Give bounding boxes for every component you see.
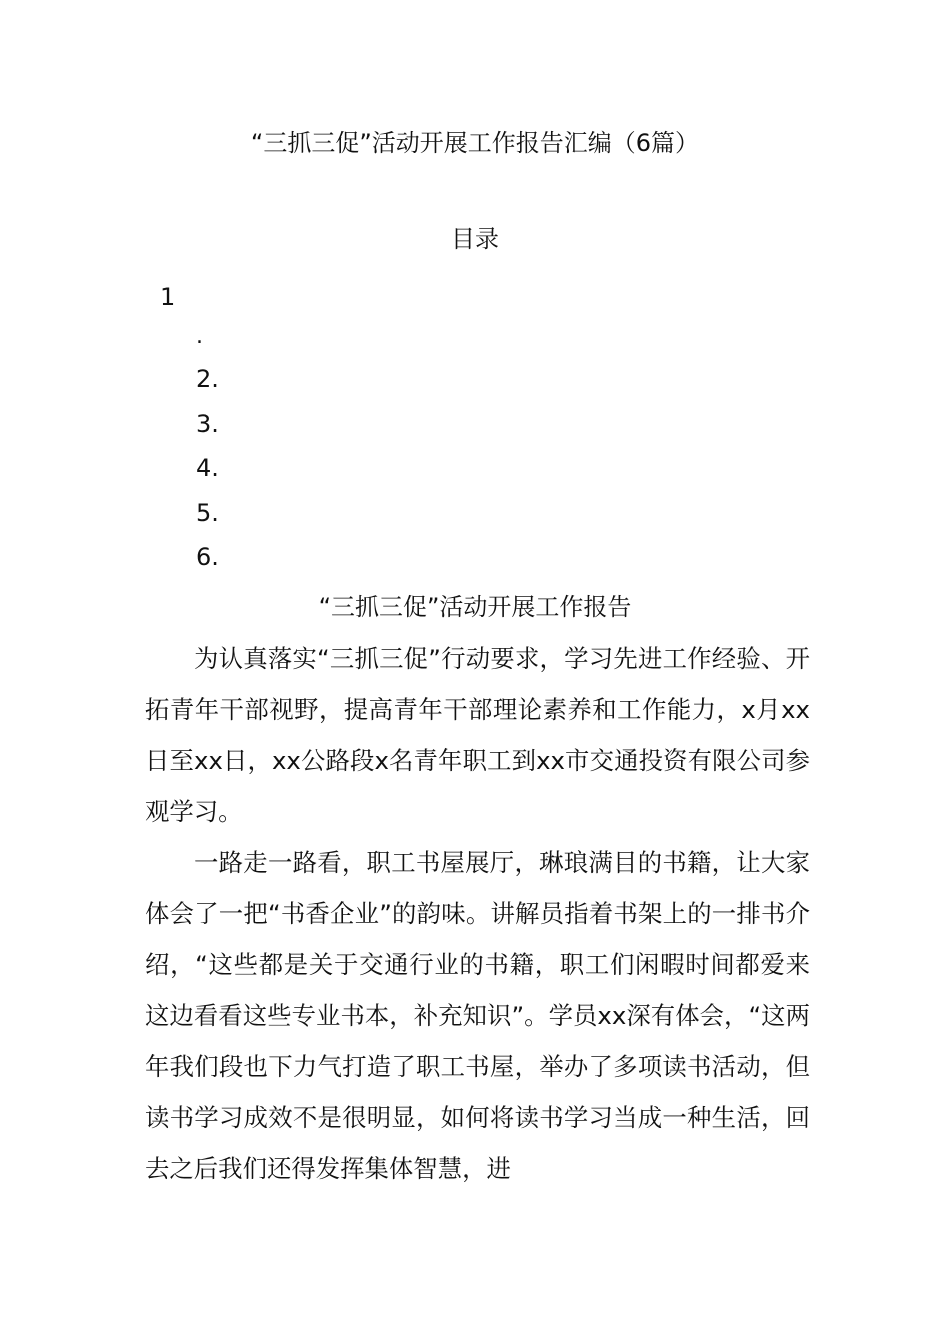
toc-item-4: 4.	[196, 454, 219, 482]
toc-item-1-number: 1	[160, 283, 176, 311]
toc-item-2: 2.	[196, 365, 219, 393]
toc-item-6: 6.	[196, 543, 219, 571]
toc-item-5: 5.	[196, 499, 219, 527]
body-paragraph-2: 一路走一路看，职工书屋展厅，琳琅满目的书籍，让大家体会了一把“书香企业”的韵味。讲解员指着书架上的一排书介绍，“这些都是关于交通行业的书籍，职工们闲暇时间都爱来这边看看这些专业书本，补充知识”。学员xx深有体会，“这两年我们段也下力气打造了职工书屋，举办了多项读书活动，但读书学习成效不是很明显，如何将读书学习当成一种生活，回去之后我们还得发挥集体智慧，进	[145, 848, 810, 1183]
body-paragraph-1: 为认真落实“三抓三促”行动要求，学习先进工作经验、开拓青年干部视野，提高青年干部理论素养和工作能力，x月xx日至xx日，xx公路段x名青年职工到xx市交通投资有限公司参观学习。	[145, 644, 810, 826]
toc-item-3: 3.	[196, 410, 219, 438]
section-title: “三抓三促”活动开展工作报告	[318, 593, 632, 621]
document-title: “三抓三促”活动开展工作报告汇编（6篇）	[250, 129, 700, 157]
toc-item-1-dot: .	[196, 324, 203, 349]
toc-heading: 目录	[451, 225, 499, 253]
